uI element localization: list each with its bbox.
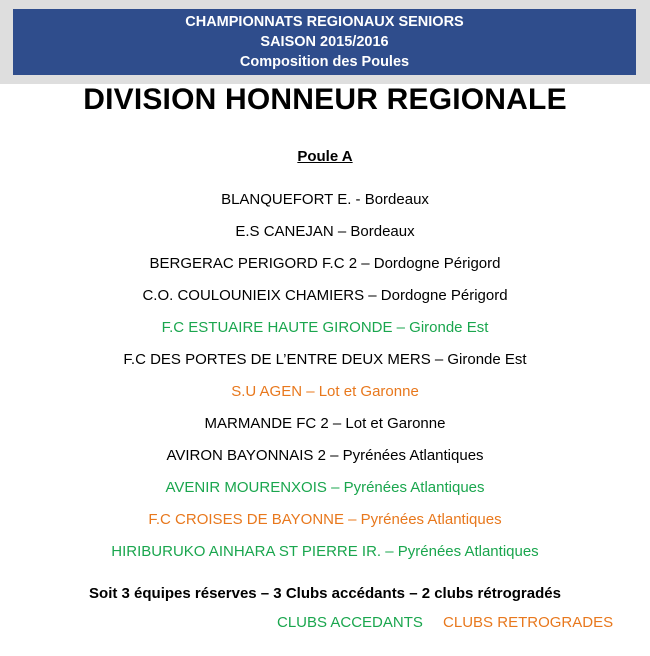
team-item: S.U AGEN – Lot et Garonne [231, 383, 419, 400]
team-item: BLANQUEFORT E. - Bordeaux [221, 191, 429, 208]
header-line-composition: Composition des Poules [239, 54, 410, 70]
team-item: F.C ESTUAIRE HAUTE GIRONDE – Gironde Est [161, 319, 489, 336]
team-item: BERGERAC PERIGORD F.C 2 – Dordogne Périgord [149, 255, 501, 272]
header-line-season: SAISON 2015/2016 [260, 34, 389, 50]
team-item: AVENIR MOURENXOIS – Pyrénées Atlantiques [165, 479, 485, 496]
team-list [0, 187, 650, 571]
team-item: C.O. COULOUNIEIX CHAMIERS – Dordogne Périgord [142, 287, 508, 304]
team-item: E.S CANEJAN – Bordeaux [235, 223, 415, 240]
team-item: AVIRON BAYONNAIS 2 – Pyrénées Atlantiques [166, 447, 484, 464]
summary-line: Soit 3 équipes réserves – 3 Clubs accédants – 2 clubs rétrogradés [89, 585, 561, 602]
division-title: DIVISION HONNEUR REGIONALE [83, 83, 567, 116]
championship-header [13, 9, 636, 75]
poule-heading: Poule A [297, 148, 353, 165]
legend-retrogrades: CLUBS RETROGRADES [443, 614, 614, 631]
team-item: F.C CROISES DE BAYONNE – Pyrénées Atlantiques [148, 511, 502, 528]
legend-accedants: CLUBS ACCEDANTS [277, 614, 423, 631]
team-item: MARMANDE FC 2 – Lot et Garonne [204, 415, 446, 432]
legend [277, 614, 629, 631]
team-item: HIRIBURUKO AINHARA ST PIERRE IR. – Pyrénées Atlantiques [111, 543, 539, 560]
team-item: F.C DES PORTES DE L’ENTRE DEUX MERS – Gironde Est [123, 351, 527, 368]
header-line-championship: CHAMPIONNATS REGIONAUX SENIORS [185, 14, 464, 30]
